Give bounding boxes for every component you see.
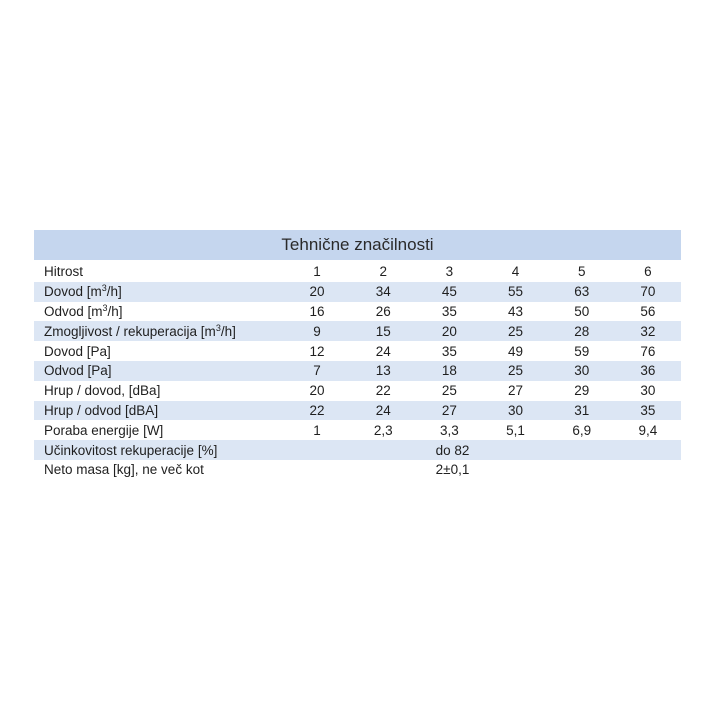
row-value: 24 [375,343,391,359]
row-label: Odvod $[m^3/h]$ [44,302,123,319]
table-row [34,420,681,440]
row-value: 35 [640,402,656,418]
row-label: Dovod [Pa] [44,343,111,359]
row-label: Hrup / odvod [dBA] [44,402,159,418]
row-value: 70 [640,284,656,300]
spec-table [34,230,681,480]
table-row-merged [34,460,681,480]
row-value: 9,4 [638,422,658,438]
row-label: Odvod [Pa] [44,363,112,379]
table-row [34,341,681,361]
row-value: 22 [309,402,325,418]
row-value: 35 [441,343,457,359]
row-value: 55 [508,284,524,300]
row-value: 34 [375,284,391,300]
table-title: Tehnične značilnosti [34,230,681,260]
row-value: 2,3 [373,422,393,438]
row-value: 3,3 [439,422,459,438]
merged-value: 2±0,1 [435,462,470,478]
table-row [34,401,681,421]
row-label: Hitrost [44,264,84,280]
row-value: 28 [574,323,590,339]
row-value: 30 [640,383,656,399]
row-label: Učinkovitost rekuperacije [%] [44,442,218,458]
row-value: 1 [313,422,321,438]
row-value: 1 [313,264,321,280]
row-value: 27 [508,383,524,399]
row-value: 50 [574,303,590,319]
row-value: 24 [375,402,391,418]
row-value: 63 [574,284,590,300]
row-value: 22 [375,383,391,399]
table-row-merged [34,440,681,460]
row-value: 25 [441,383,457,399]
row-value: 3 [445,264,454,280]
row-value: 25 [508,323,524,339]
row-value: 6 [644,264,652,280]
row-value: 20 [309,284,325,300]
row-value: 76 [640,343,656,359]
row-value: 2 [379,264,387,280]
row-value: 4 [511,264,520,280]
row-label: Dovod $[m^3/h]$ [44,283,122,300]
row-value: 20 [309,383,325,399]
row-value: 49 [508,343,524,359]
row-value: 43 [508,303,524,319]
row-value: 13 [375,363,391,379]
row-value: 30 [574,363,590,379]
row-value: 12 [309,343,325,359]
table-row [34,302,681,322]
row-value: 45 [441,284,457,300]
row-value: 36 [640,363,656,379]
row-value: 5,1 [506,422,525,438]
row-value: 20 [441,323,457,339]
table-row [34,282,681,302]
table-row [34,381,681,401]
row-value: 5 [577,264,586,280]
table-row [34,361,681,381]
table-row [34,321,681,341]
row-label: Zmogljivost / rekuperacija $[m^3/h]$ [44,322,236,339]
table-row [34,262,681,282]
row-value: 18 [441,363,457,379]
row-value: 26 [375,303,391,319]
row-value: 16 [309,303,325,319]
row-value: 35 [441,303,457,319]
row-label: Poraba energije [W] [44,422,164,438]
row-value: 6,9 [572,422,592,438]
row-value: 7 [313,363,321,379]
row-value: 31 [574,402,590,418]
table-body [34,262,681,480]
row-value: 25 [508,363,524,379]
row-value: 32 [640,323,656,339]
row-value: 29 [574,383,590,399]
row-value: 9 [313,323,321,339]
merged-value: do 82 [435,442,470,458]
row-value: 15 [375,323,391,339]
row-label: Hrup / dovod, [dBa] [44,383,161,399]
row-value: 30 [508,402,524,418]
row-value: 56 [640,303,656,319]
row-label: Neto masa [kg], ne več kot [44,462,204,478]
row-value: 27 [441,402,457,418]
row-value: 59 [574,343,590,359]
